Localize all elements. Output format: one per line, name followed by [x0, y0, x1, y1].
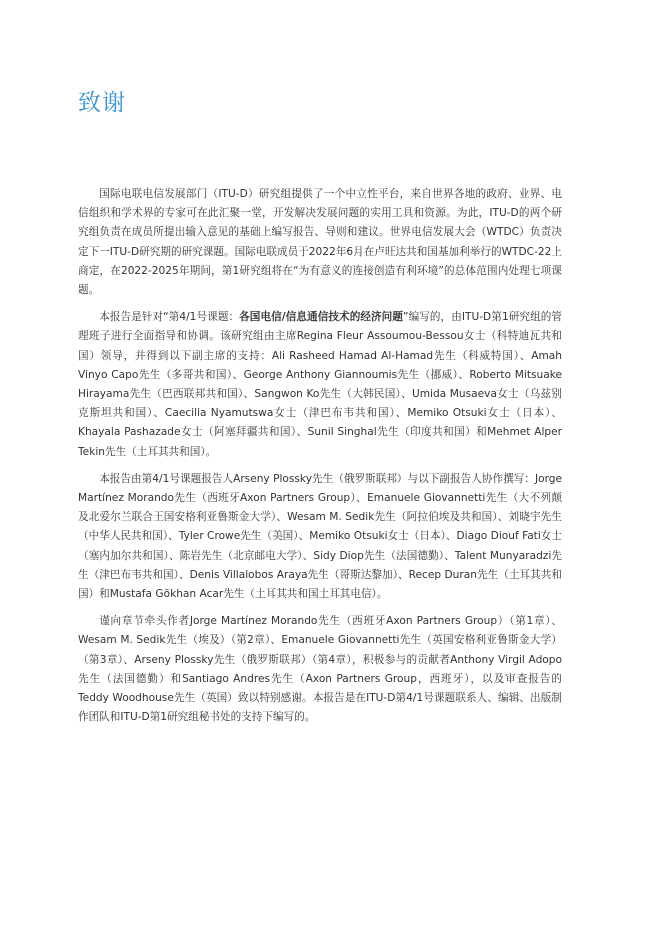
- page-title: 致谢: [78, 90, 126, 116]
- paragraph-management-rest: ”编写的，由ITU-D第1研究组的管理班子进行全面指导和协调。该研究组由主席Regina Fleur Assoumou-Bessou女士（科特迪瓦共和国）领导，并得到以下副主席的支持：Ali Rasheed Hamad Al-Hamad先生（科威特国）、Amah Vinyo Capo先生（多哥共和国）、George Anthony Giannoumis先生（挪威）、Roberto Mitsuake Hirayama先生（巴西联邦共和国）、Sangwon Ko先生（大韩民国）、Umida Musaeva女士（乌兹别克斯坦共和国）、Caecilia Nyamutswa女士（津巴布韦共和国）、Memiko Otsuki女士（日本）、Khayala Pashazade女士（阿塞拜疆共和国）、Sunil Singhal先生（印度共和国）和Mehmet Alper Tekin先生（土耳其共和国）。: [78, 311, 562, 458]
- paragraph-intro: 国际电联电信发展部门（ITU-D）研究组提供了一个中立性平台，来自世界各地的政府、业界、电信组织和学术界的专家可在此汇聚一堂，开发解决发展问题的实用工具和资源。为此，ITU-D的两个研究组负责在成员所提出输入意见的基础上编写报告、导则和建议。世界电信发展大会（WTDC）负责决定下一ITU-D研究期的研究课题。国际电联成员于2022年6月在卢旺达共和国基加利举行的WTDC-22上商定，在2022-2025年期间，第1研究组将在“为有意义的连接创造有利环境”的总体范围内处理七项课题。: [78, 188, 562, 297]
- paragraph-rapporteurs: 本报告由第4/1号课题报告人Arseny Plossky先生（俄罗斯联邦）与以下副报告人协作撰写：Jorge Martínez Morando先生（西班牙Axon Partners Group）、Emanuele Giovannetti先生（大不列颠及北爱尔兰联合王国安格利亚鲁斯金大学）、Wesam M. Sedik先生（阿拉伯埃及共和国）、刘晓宇先生（中华人民共和国）、Tyler Crowe先生（美国）、Memiko Otsuki女士（日本）、Diago Diouf Fati女士（塞内加尔共和国）、陈岩先生（北京邮电大学）、Sidy Diop先生（法国德勤）、Talent Munyaradzi先生（津巴布韦共和国）、Denis Villalobos Araya先生（哥斯达黎加）、Recep Duran先生（土耳其共和国）和Mustafa Gökhan Acar先生（土耳其共和国土耳其电信）。: [78, 472, 562, 601]
- question-title: 各国电信/信息通信技术的经济问题: [239, 311, 404, 324]
- paragraph-management-lead: 本报告是针对“第4/1号课题：: [99, 311, 240, 324]
- acknowledgements-body: [78, 185, 562, 727]
- paragraph-thanks: 谨向章节牵头作者Jorge Martínez Morando先生（西班牙Axon Partners Group）（第1章）、Wesam M. Sedik先生（埃及）（第2章）、Emanuele Giovannetti先生（英国安格利亚鲁斯金大学）（第3章）、Arseny Plossky先生（俄罗斯联邦）（第4章），积极参与的贡献者Anthony Virgil Adopo先生（法国德勤）和Santiago Andres先生（Axon Partners Group，西班牙），以及审查报告的Teddy Woodhouse先生（英国）致以特别感谢。本报告是在ITU-D第4/1号课题联系人、编辑、出版制作团队和ITU-D第1研究组秘书处的支持下编写的。: [78, 615, 562, 724]
- paragraph-management: [78, 308, 562, 462]
